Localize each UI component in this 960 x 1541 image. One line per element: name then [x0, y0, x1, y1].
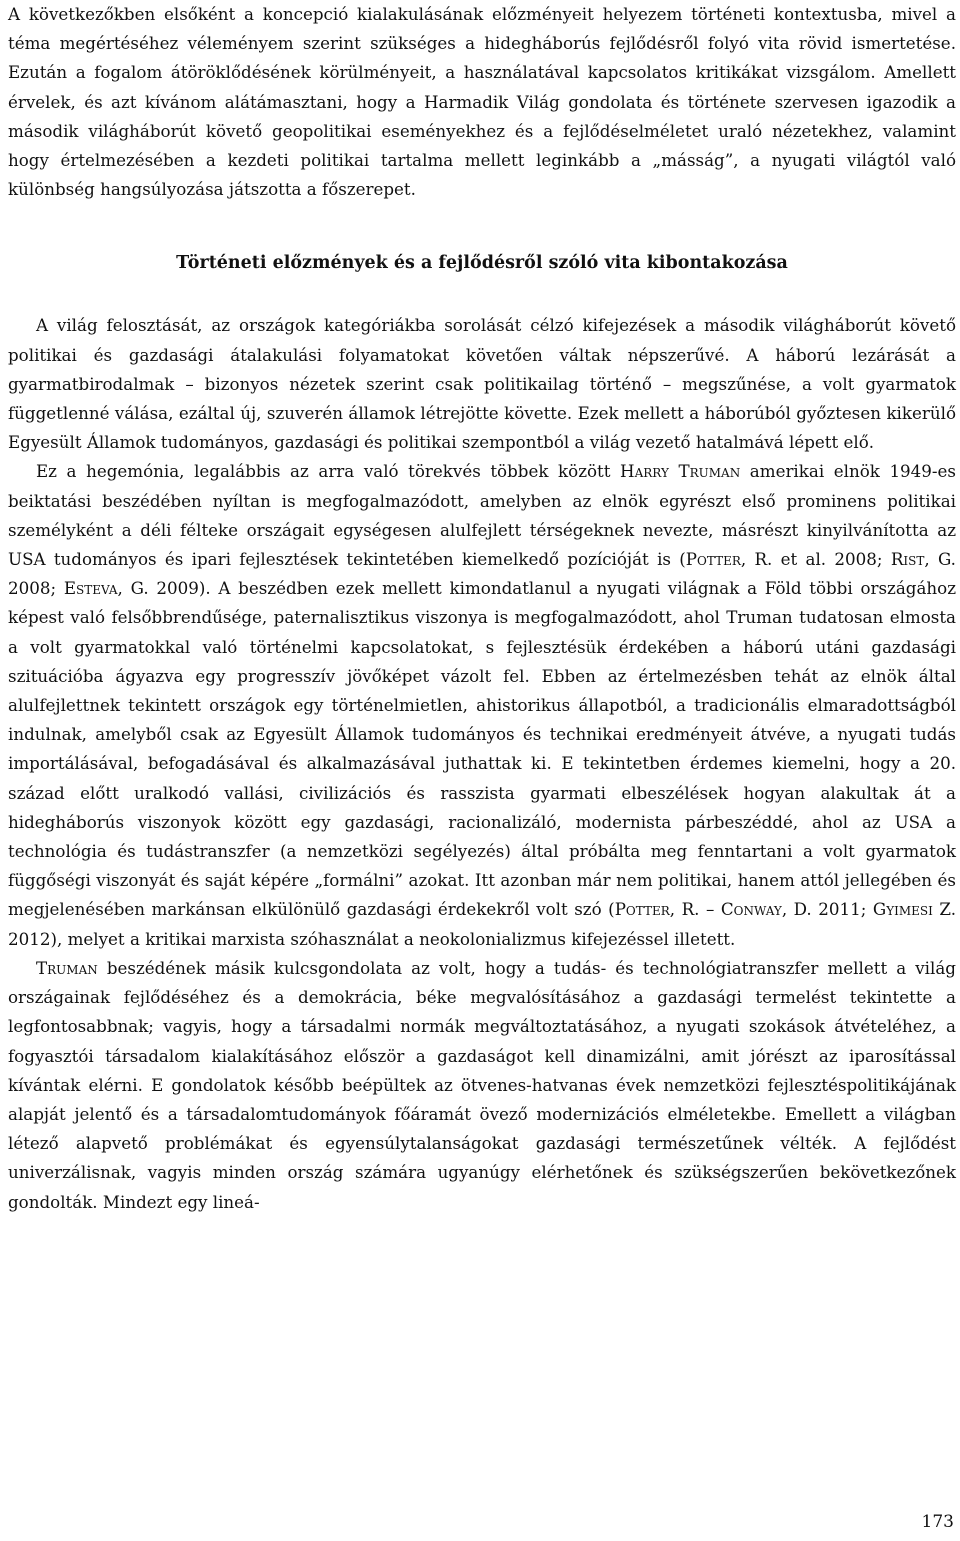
citation-author: Potter	[614, 899, 670, 920]
paragraph-text: beszédének másik kulcsgondolata az volt, hogy a tudás- és technológiatranszfer mellett a világ országainak fejlődéséhez és a demokrácia, béke megvalósításához a gazdasági termelést tekintette a legfontosabbnak; vagyis, hogy a társadalmi normák megváltoztatásához, a nyugati szokások átvételéhez, a fogyasztói társadalom kialakításához először a gazdaságot kell dinamizálni, amit jórészt az iparosítással kívántak elérni. E gondolatok később beépültek az ötvenes-hatvanas évek nemzetközi fejlesztéspolitikájának alapját jelentő és a társadalomtudományok főáramát övező modernizációs elméletekbe. Emellett a világban létező alapvető problémákat és egyensúlytalanságokat gazdasági természetűnek vélték. A fejlődést univerzálisnak, vagyis minden ország számára ugyanúgy elérhetőnek és szükségszerűen bekövetkezőnek gondolták. Mindezt egy lineá-	[8, 957, 956, 1212]
citation-author: Gyimesi	[872, 899, 933, 920]
section-paragraph-3	[8, 954, 956, 1217]
paragraph-text: , R. et al. 2008;	[740, 549, 891, 570]
page-body	[8, 0, 956, 1217]
paragraph-text: , G. 2008;	[8, 549, 956, 599]
page-number: 173	[921, 1512, 954, 1532]
section-paragraph-1: A világ felosztását, az országok kategóriákba sorolását célzó kifejezések a második világháborút követő politikai és gazdasági átalakulási folyamatokat követően váltak népszerűvé. A háború lezárását a gyarmatbirodalmak – bizonyos nézetek szerint csak politikailag történő – megszűnése, a volt gyarmatok függetlenné válása, ezáltal új, szuverén államok létrejötte követte. Ezek mellett a háborúból győztesen kikerülő Egyesült Államok tudományos, gazdasági és politikai szempontból a világ vezető hatalmává lépett elő.	[8, 315, 956, 453]
section-paragraph-2	[8, 457, 956, 953]
paragraph-text: Ez a hegemónia, legalábbis az arra való törekvés többek között	[36, 461, 621, 482]
paragraph-text: , G. 2009). A beszédben ezek mellett kimondatlanul a nyugati világnak a Föld többi országához képest való felsőbbrendűsége, paternalisztikus viszonya is megfogalmazódott, ahol Truman tudatosan elmosta a volt gyarmatokkal való történelmi kapcsolatokat, s fejlesztésük érdekében a háború utáni gazdasági szituációba ágyazva egy progresszív jövőképet vázolt fel. Ebben az értelmezésben tehát az elnök által alulfejlettnek tekintett országok egy történelmietlen, ahistorikus állapotból, a tradicionális elmaradottságból indulnak, amelyből csak az Egyesült Államok tudományos és technikai eredményeit átvéve, a nyugati tudás importálásával, befogadásával és alkalmazásával juthattak ki. E tekintetben érdemes kiemelni, hogy a 20. század előtt uralkodó vallási, civilizációs és rasszista gyarmati elbeszélések hogyan alakultak át a hidegháborús viszonyok között egy gazdasági, racionalizáló, modernista párbeszéddé, ahol az USA a technológia és tudástranszfer (a nemzetközi segélyezés) által próbálta meg fenntartani a volt gyarmatok függőségi viszonyát és saját képére „formálni” azokat. Itt azonban már nem politikai, hanem attól jellegében és megjelenésében markánsan elkülönülő gazdasági érdekekről volt szó (	[8, 578, 956, 920]
paragraph-text: , D. 2011;	[781, 899, 873, 920]
citation-author: Potter	[685, 549, 741, 570]
intro-paragraph: A következőkben elsőként a koncepció kialakulásának előzményeit helyezem történeti kontextusba, mivel a téma megértéséhez véleményem szerint szükséges a hidegháborús fejlődésről folyó vita rövid ismertetése. Ezután a fogalom átöröklődésének körülményeit, a használatával kapcsolatos kritikákat vizsgálom. Amellett érvelek, és azt kívánom alátámasztani, hogy a Harmadik Világ gondolata és története szervesen igazodik a második világháborút követő geopolitikai eseményekhez és a fejlődéselméletet uraló nézetekhez, valamint hogy értelmezésében a kezdeti politikai tartalma mellett leginkább a „másság”, a nyugati világtól való különbség hangsúlyozása játszotta a főszerepet.	[8, 4, 956, 200]
citation-author: Esteva	[63, 578, 118, 599]
paragraph-text: , R. –	[669, 899, 721, 920]
author-name: Truman	[36, 957, 98, 978]
section-heading: Történeti előzmények és a fejlődésről szóló vita kibontakozása	[176, 253, 788, 274]
paragraph-text: amerikai elnök 1949-es beiktatási beszédében nyíltan is megfogalmazódott, amelyben az elnök egyrészt első prominens politikai személyként a déli félteke országait egységesen alulfejlett térségeknek nevezte, másrészt kinyilvánította az USA tudományos és ipari fejlesztések tekintetében kiemelkedő pozícióját is (	[8, 461, 956, 570]
citation-author: Conway	[720, 899, 782, 920]
author-name: Harry Truman	[620, 461, 741, 482]
paragraph-text: Z. 2012), melyet a kritikai marxista szóhasználat a neokolonializmus kifejezéssel illetett.	[8, 899, 956, 949]
citation-author: Rist	[890, 549, 925, 570]
